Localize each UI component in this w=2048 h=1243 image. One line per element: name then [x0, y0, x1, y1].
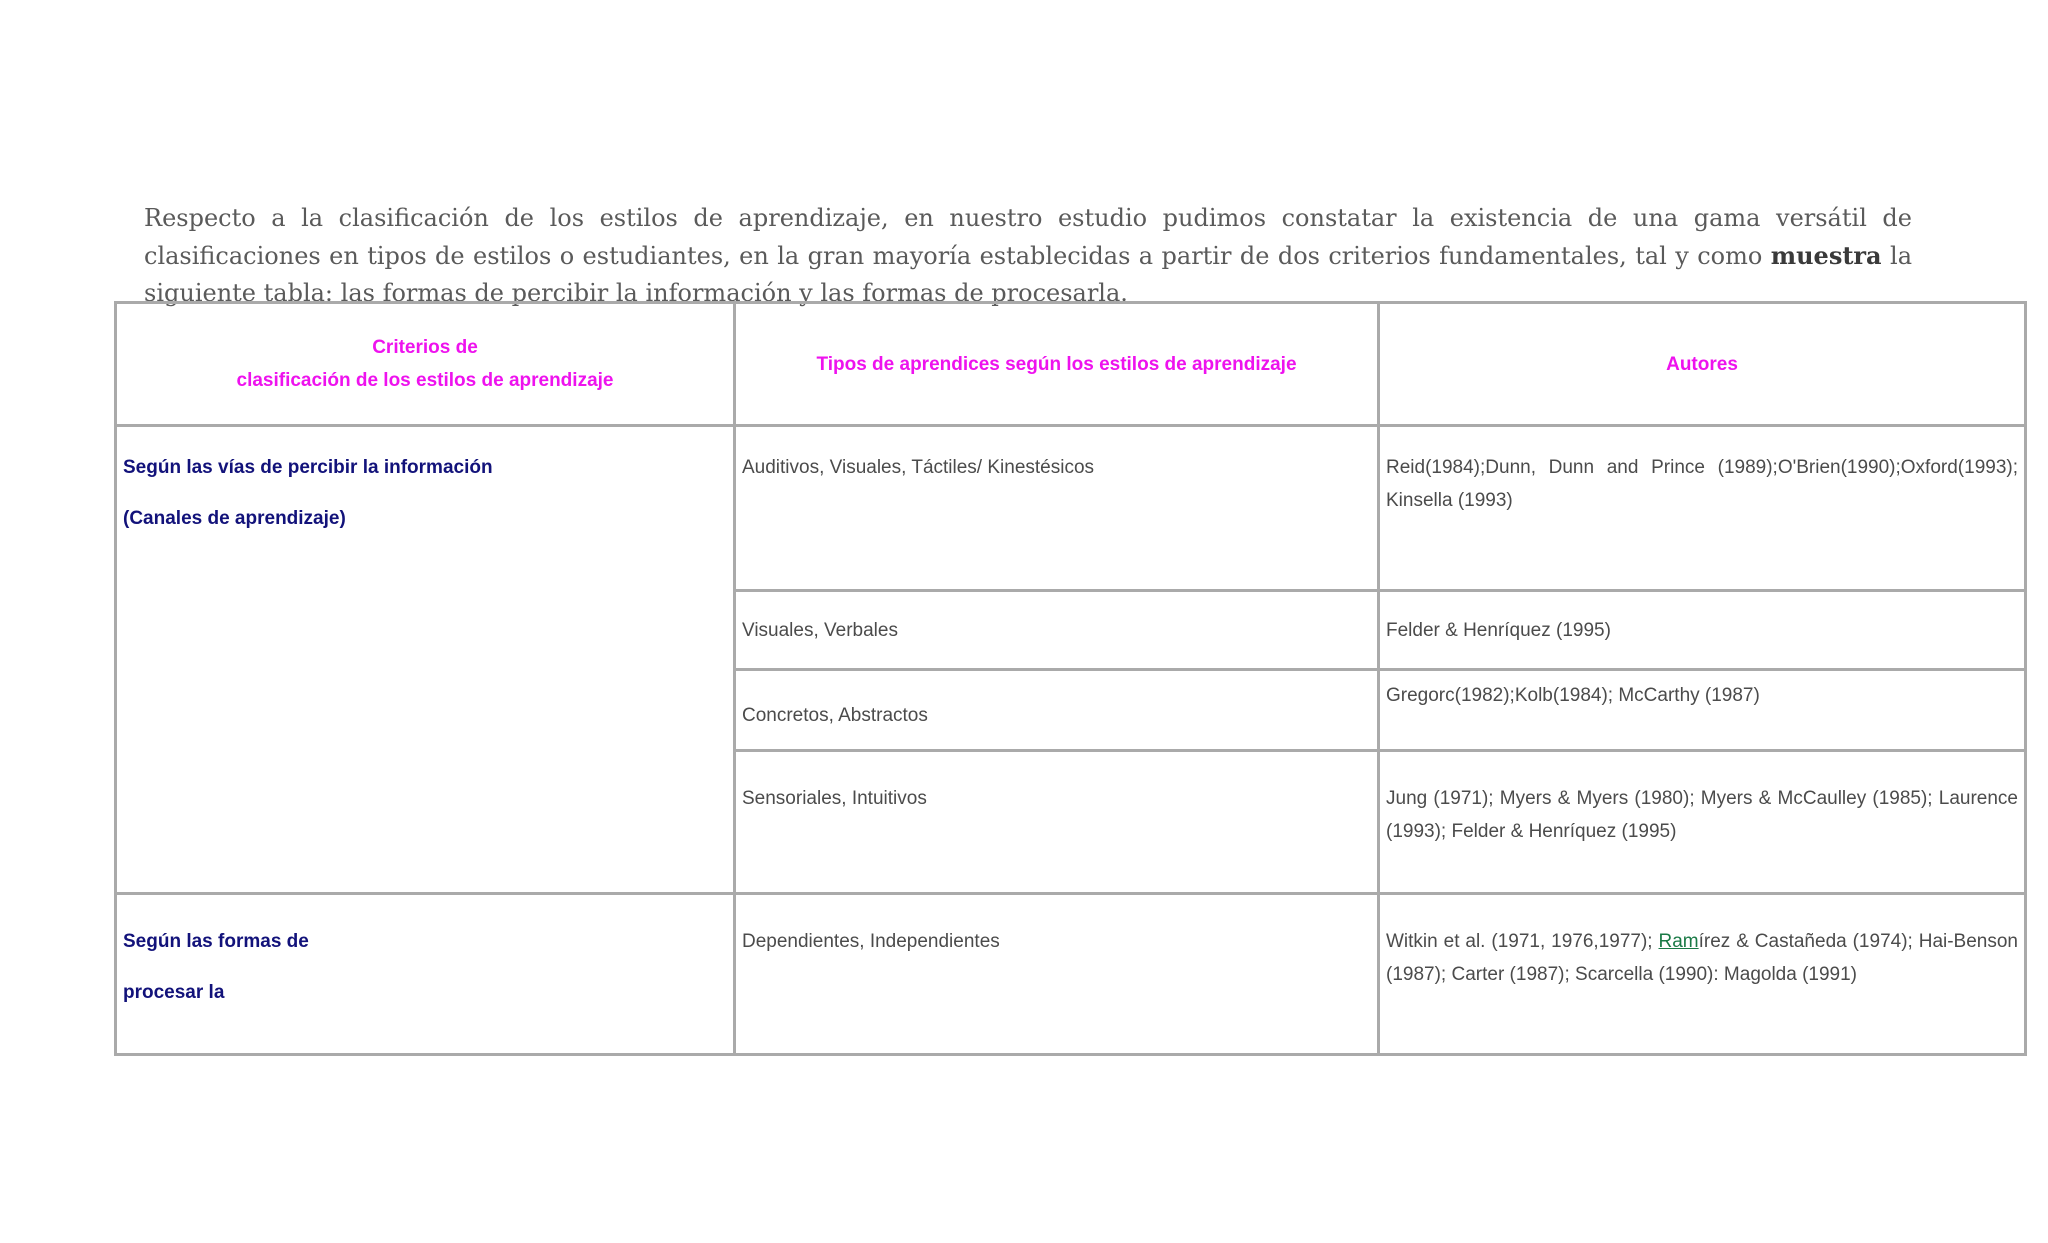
- authors-cell: [1379, 894, 2026, 1055]
- intro-text-start: Respecto a la clasificación de los estilos de aprendizaje, en nuestro estudio pudimos constatar la existencia de una gama versátil de clasificaciones en tipos de estilos o estudiantes, en la gran mayoría establecidas a partir de dos criterios fundamentales, tal y como: [144, 204, 1912, 270]
- header-criteria-line1: Criterios de: [372, 337, 478, 358]
- authors-cell: [1379, 670, 2026, 751]
- table-row: [116, 894, 2026, 1055]
- header-types: Tipos de aprendices según los estilos de aprendizaje: [735, 303, 1379, 426]
- authors-cell: Jung (1971); Myers & Myers (1980); Myers & McCaulley (1985); Laurence (1993); Felder & Henríquez (1995): [1379, 751, 2026, 894]
- table-row: [116, 426, 2026, 591]
- header-criteria: [116, 303, 735, 426]
- type-cell: Sensoriales, Intuitivos: [735, 751, 1379, 894]
- authors-cell: Felder & Henríquez (1995): [1379, 591, 2026, 670]
- intro-bold-word: muestra: [1770, 241, 1882, 270]
- author-link[interactable]: Ram: [1658, 931, 1699, 952]
- criteria-perception-line2: (Canales de aprendizaje): [123, 508, 346, 529]
- criteria-processing-line2: procesar la: [123, 982, 225, 1003]
- type-cell: [735, 670, 1379, 751]
- authors-text-end: írez & Castañeda (1974); Hai-Benson (1987); Carter (1987); Scarcella (1990): Magolda (1991): [1386, 931, 2018, 985]
- intro-paragraph: [144, 200, 1912, 312]
- table-header-row: [116, 303, 2026, 426]
- criteria-perception-line1: Según las vías de percibir la información: [123, 457, 493, 478]
- header-criteria-line2: clasificación de los estilos de aprendizaje: [236, 370, 614, 391]
- type-cell: Dependientes, Independientes: [735, 894, 1379, 1055]
- header-authors: Autores: [1379, 303, 2026, 426]
- type-cell: Auditivos, Visuales, Táctiles/ Kinestésicos: [735, 426, 1379, 591]
- authors-cell: Reid(1984);Dunn, Dunn and Prince (1989);O'Brien(1990);Oxford(1993); Kinsella (1993): [1379, 426, 2026, 591]
- criteria-processing: [116, 894, 735, 1055]
- authors-text-start: Witkin et al. (1971, 1976,1977);: [1386, 931, 1659, 952]
- type-cell: Visuales, Verbales: [735, 591, 1379, 670]
- intro-text-end: la siguiente tabla: las formas de percibir la información y las formas de procesarla.: [144, 242, 1912, 307]
- criteria-processing-line1: Según las formas de: [123, 931, 309, 952]
- learning-styles-table: [114, 301, 2027, 1056]
- type-text: Concretos, Abstractos: [742, 705, 928, 726]
- authors-text: Gregorc(1982);Kolb(1984); McCarthy (1987): [1386, 685, 1760, 706]
- criteria-perception: [116, 426, 735, 894]
